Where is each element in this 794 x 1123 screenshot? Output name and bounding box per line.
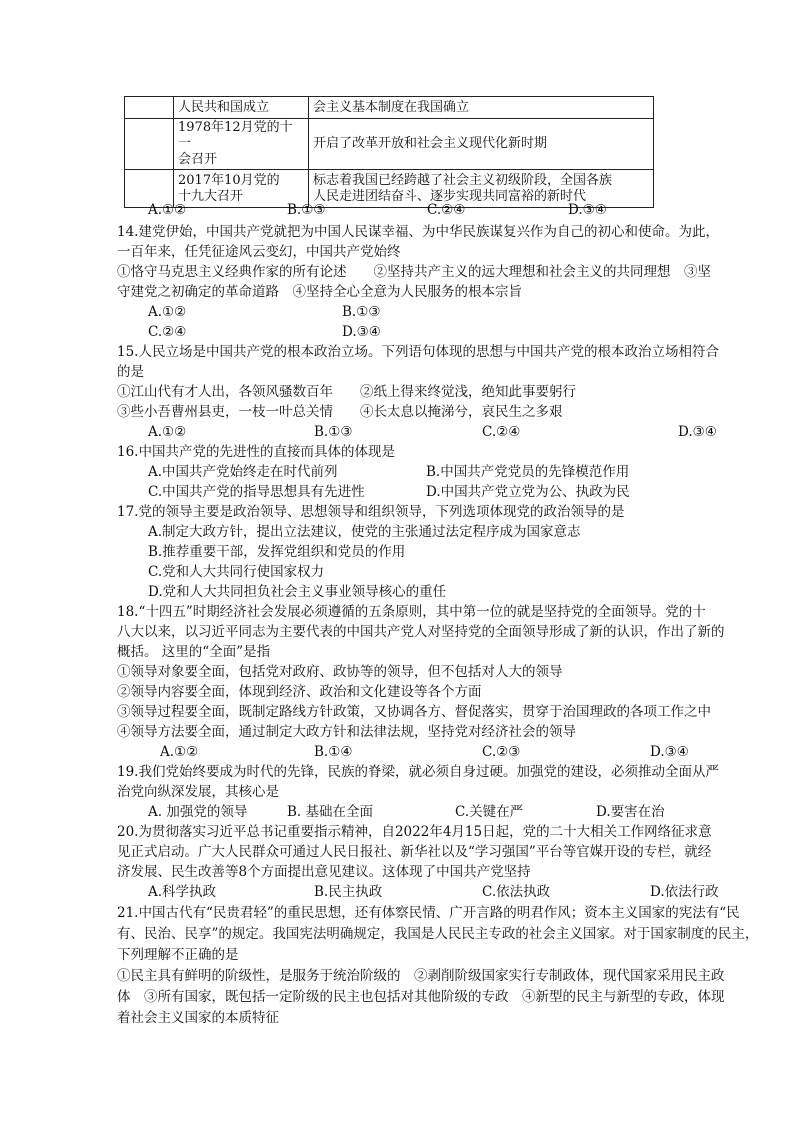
q13-option-d: D.③④ (568, 202, 607, 218)
q13-option-a: A.①② (148, 202, 187, 218)
q14-line: 一百年来，任凭征途风云变幻，中国共产党始终 (117, 244, 401, 260)
q18-line: ④领导方法要全面，通过制定大政方针和法律法规，坚持党对经济社会的领导 (117, 724, 576, 740)
q21-line: ①民主具有鲜明的阶级性，是服务于统治阶级的 ②剥削阶级国家实行专制政体，现代国家采用民主政 (117, 968, 725, 984)
table-cell (125, 97, 174, 119)
table-cell: 会主义基本制度在我国确立 (309, 97, 654, 119)
table-cell: 1978年12月党的十一 会召开 (174, 119, 309, 170)
q18-line: 八大以来，以习近平同志为主要代表的中国共产党人对坚持党的全面领导形成了新的认识，作出了新的 (117, 624, 725, 640)
q19-option-d: D.要害在治 (596, 804, 665, 820)
q16-option-d: D.中国共产党立党为公、执政为民 (426, 484, 630, 500)
q15-line: 的是 (117, 364, 144, 380)
table-cell: 开启了改革开放和社会主义现代化新时期 (309, 119, 654, 170)
q21-line: 下列理解不正确的是 (117, 947, 239, 963)
q18-option-b: B.①④ (314, 744, 353, 760)
table-row (125, 97, 654, 119)
q13-option-c: C.②④ (427, 202, 466, 218)
q18-line: ②领导内容要全面，体现到经济、政治和文化建设等各个方面 (117, 684, 482, 700)
q14-option-a: A.①② (148, 304, 187, 320)
q17-stem: 17.党的领导主要是政治领导、思想领导和组织领导，下列选项体现党的政治领导的是 (117, 504, 625, 520)
q21-line: 体 ③所有国家，既包括一定阶级的民主也包括对其他阶级的专政 ④新型的民主与新型的专政，体现 (117, 989, 725, 1005)
q19-line: 19.我们党始终要成为时代的先锋，民族的脊梁，就必须自身过硬。加强党的建设，必须推动全面从严 (117, 764, 719, 780)
q18-option-c: C.②③ (482, 744, 521, 760)
q20-option-b: B.民主执政 (314, 884, 383, 900)
q17-option-a: A.制定大政方针，提出立法建议，使党的主张通过法定程序成为国家意志 (148, 524, 581, 540)
q19-line: 治党向纵深发展，其核心是 (117, 784, 279, 800)
q15-line: ①江山代有才人出，各领风骚数百年 ②纸上得来终觉浅，绝知此事要躬行 (117, 384, 576, 400)
q18-option-d: D.③④ (650, 744, 689, 760)
q18-line: 18.“十四五”时期经济社会发展必须遵循的五条原则，其中第一位的就是坚持党的全面领导。党的十 (117, 604, 706, 620)
q15-option-b: B.①③ (314, 424, 353, 440)
q20-line: 20.为贯彻落实习近平总书记重要指示精神，自2022年4月15日起，党的二十大相关工作网络征求意 (117, 824, 712, 840)
q14-line: 14.建党伊始，中国共产党就把为中国人民谋幸福、为中华民族谋复兴作为自己的初心和使命。为此， (117, 224, 719, 240)
table-cell: 标志着我国已经跨越了社会主义初级阶段，全国各族 人民走进团结奋斗、逐步实现共同富裕的新时代 (309, 170, 654, 208)
q13-option-b: B.①③ (287, 202, 326, 218)
q14-option-d: D.③④ (342, 324, 381, 340)
q15-option-c: C.②④ (482, 424, 521, 440)
q17-option-c: C.党和人大共同行使国家权力 (148, 564, 325, 580)
q19-option-a: A. 加强党的领导 (148, 804, 248, 820)
q16-option-c: C.中国共产党的指导思想具有先进性 (148, 484, 365, 500)
q15-option-d: D.③④ (678, 424, 717, 440)
q15-option-a: A.①② (148, 424, 187, 440)
q20-line: 见正式启动。广大人民群众可通过人民日报社、新华社以及“学习强国”平台等官媒开设的专栏，就经 (117, 844, 712, 860)
q15-line: 15.人民立场是中国共产党的根本政治立场。下列语句体现的思想与中国共产党的根本政治立场相符合 (117, 344, 719, 360)
q20-option-d: D.依法行政 (650, 884, 719, 900)
q20-option-a: A.科学执政 (148, 884, 217, 900)
q16-stem: 16.中国共产党的先进性的直接而具体的体现是 (117, 444, 395, 460)
q20-line: 济发展、民生改善等8个方面提出意见建议。这体现了中国共产党坚持 (117, 864, 531, 880)
q14-line: ①恪守马克思主义经典作家的所有论述 ②坚持共产主义的远大理想和社会主义的共同理想 ③坚 (117, 264, 711, 280)
q21-line: 着社会主义国家的本质特征 (117, 1010, 279, 1026)
q18-line: 概括。 这里的“全面”是指 (117, 644, 271, 660)
table-cell: 2017年10月党的 十九大召开 (174, 170, 309, 208)
q16-option-b: B.中国共产党党员的先锋模范作用 (426, 464, 630, 480)
q14-option-b: B.①③ (342, 304, 381, 320)
q14-line: 守建党之初确定的革命道路 ④坚持全心全意为人民服务的根本宗旨 (117, 284, 522, 300)
q21-line: 21.中国古代有“民贵君轻”的重民思想，还有体察民情、广开言路的明君作风；资本主义国家的宪法有“民 (117, 905, 740, 921)
q14-option-c: C.②④ (148, 324, 187, 340)
q18-line: ③领导过程要全面，既制定路线方针政策，又协调各方、督促落实，贯穿于治国理政的各项工作之中 (117, 704, 711, 720)
q15-line: ③些小吾曹州县吏，一枝一叶总关情 ④长太息以掩涕兮，哀民生之多艰 (117, 404, 563, 420)
table-cell: 人民共和国成立 (174, 97, 309, 119)
q20-option-c: C.依法执政 (482, 884, 551, 900)
q18-option-a: A.①② (160, 744, 199, 760)
table-row (125, 119, 654, 170)
events-table (124, 96, 654, 208)
q21-line: 有、民治、民享”的规定。我国宪法明确规定，我国是人民民主专政的社会主义国家。对于国家制度的民主， (117, 926, 759, 942)
q16-option-a: A.中国共产党始终走在时代前列 (148, 464, 338, 480)
q19-option-b: B. 基础在全面 (287, 804, 374, 820)
q17-option-b: B.推荐重要干部，发挥党组织和党员的作用 (148, 544, 406, 560)
q18-line: ①领导对象要全面，包括党对政府、政协等的领导，但不包括对人大的领导 (117, 664, 563, 680)
q17-option-d: D.党和人大共同担负社会主义事业领导核心的重任 (148, 584, 447, 600)
q19-option-c: C.关键在严 (455, 804, 524, 820)
table-cell (125, 119, 174, 170)
